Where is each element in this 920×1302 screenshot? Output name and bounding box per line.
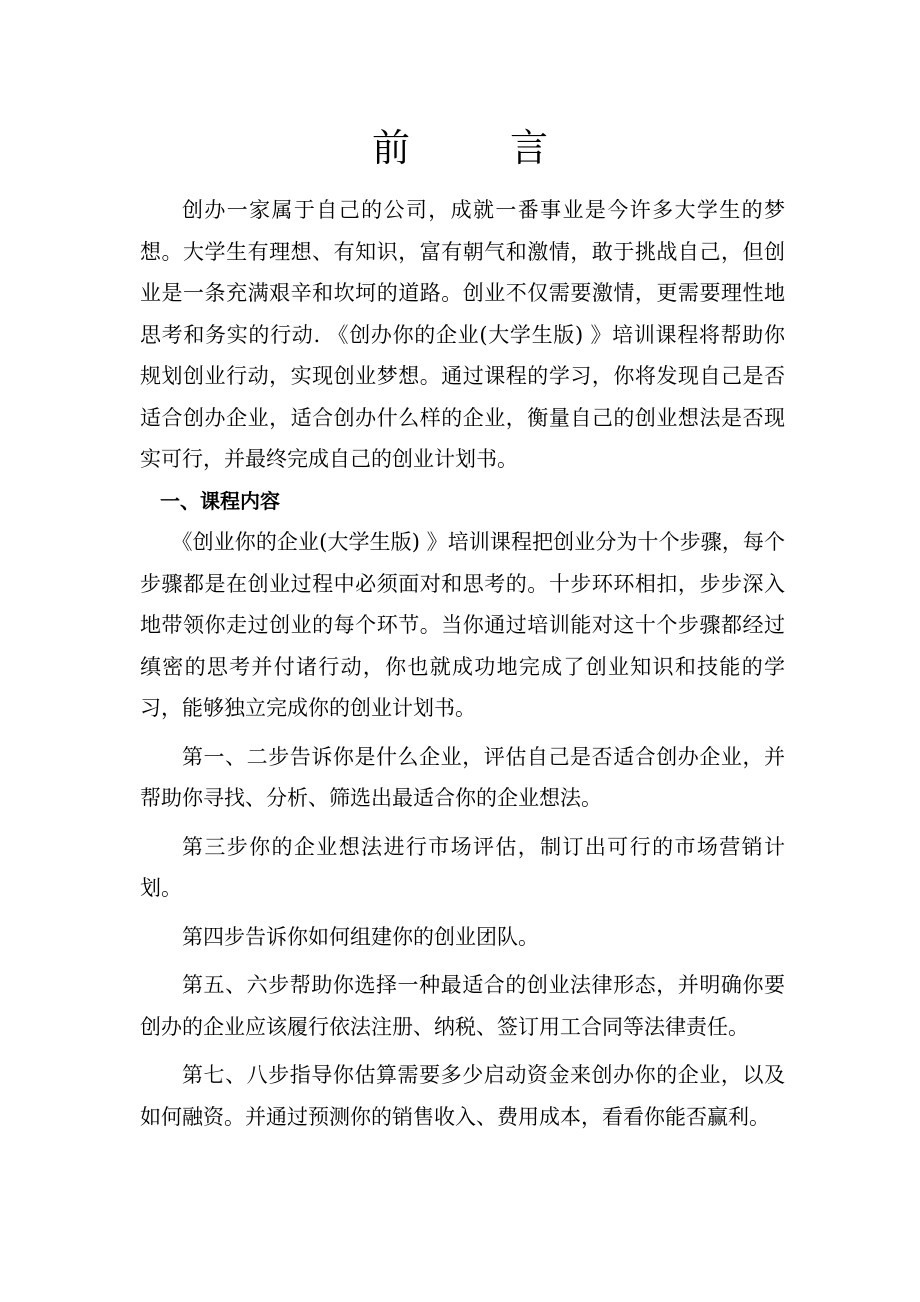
document-body	[140, 190, 785, 1138]
step-paragraph-4: 第五、六步帮助你选择一种最适合的创业法律形态，并明确你要创办的企业应该履行依法注册、纳税、签订用工合同等法律责任。	[140, 973, 785, 1039]
step-paragraph-1: 第一、二步告诉你是什么企业，评估自己是否适合创办企业，并帮助你寻找、分析、筛选出最适合你的企业想法。	[140, 744, 785, 810]
step-paragraph-5: 第七、八步指导你估算需要多少启动资金来创办你的企业，以及如何融资。并通过预测你的销售收入、费用成本，看看你能否赢利。	[140, 1063, 785, 1129]
page-title	[0, 122, 920, 174]
title-char-right: 言	[510, 126, 549, 170]
section-heading: 一、课程内容	[160, 488, 280, 513]
title-char-left: 前	[371, 126, 410, 170]
intro-paragraph: 创办一家属于自己的公司，成就一番事业是今许多大学生的梦想。大学生有理想、有知识，富有朝气和激情，敢于挑战自己，但创业是一条充满艰辛和坎坷的道路。创业不仅需要激情，更需要理性地思考和务实的行动. 《创办你的企业(大学生版) 》培训课程将帮助你规划创业行动，实现创业梦想。通过课程的学习，你将发现自己是否适合创办企业，适合创办什么样的企业，衡量自己的创业想法是否现实可行，并最终完成自己的创业计划书。	[140, 198, 785, 471]
step-paragraph-3: 第四步告诉你如何组建你的创业团队。	[182, 924, 539, 949]
step-paragraph-2: 第三步你的企业想法进行市场评估，制订出可行的市场营销计划。	[140, 834, 785, 900]
section-intro-paragraph: 《创业你的企业(大学生版) 》培训课程把创业分为十个步骤，每个步骤都是在创业过程中必须面对和思考的。十步环环相扣，步步深入地带领你走过创业的每个环节。当你通过培训能对这十个步骤都经过缜密的思考并付诸行动，你也就成功地完成了创业知识和技能的学习，能够独立完成你的创业计划书。	[140, 530, 785, 720]
